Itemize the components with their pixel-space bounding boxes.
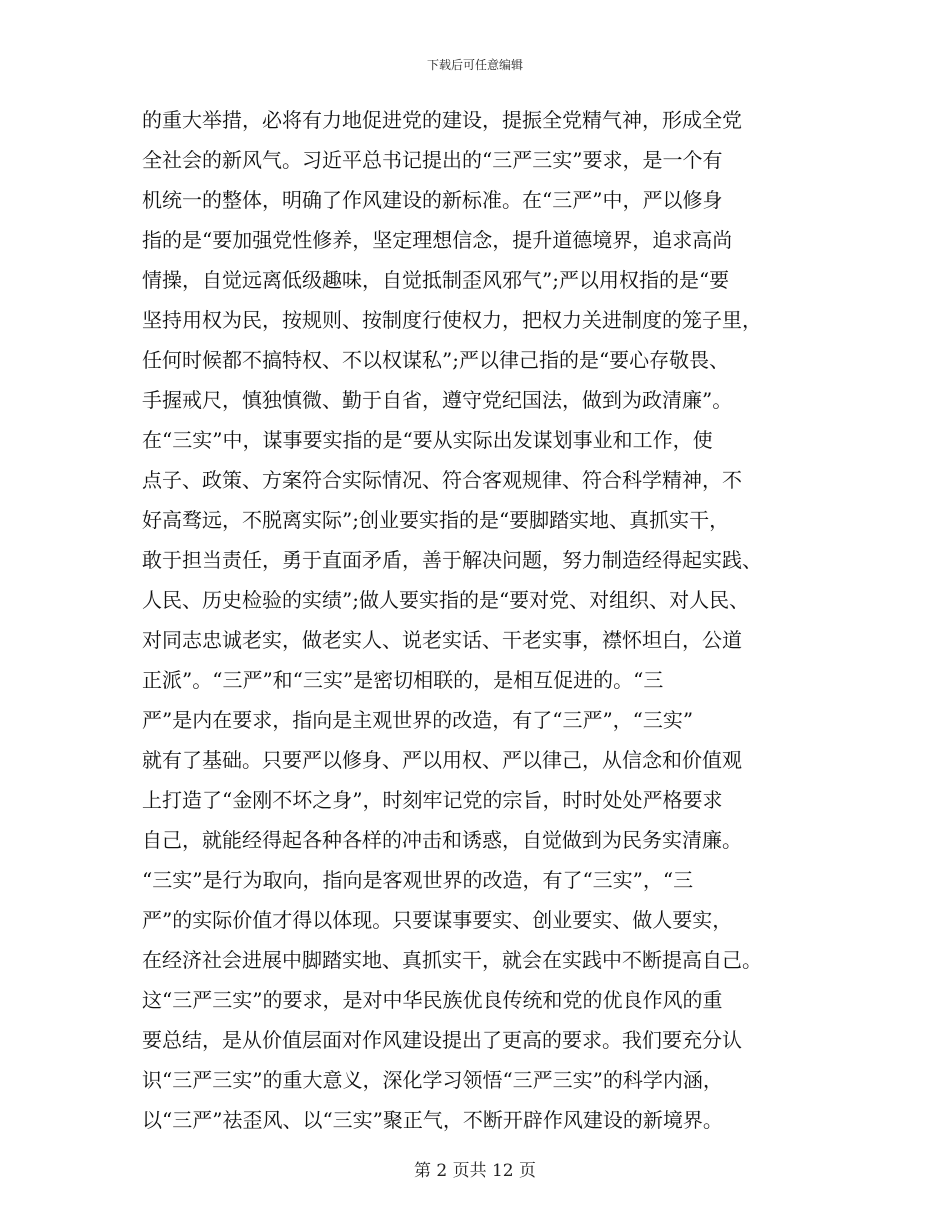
- page-footer: 第 2 页共 12 页: [413, 1161, 537, 1181]
- text-line: 坚持用权为民，按规则、按制度行使权力，把权力关进制度的笼子里，: [142, 308, 762, 332]
- text-line: 上打造了“金刚不坏之身”，时刻牢记党的宗旨，时时处处严格要求: [142, 788, 723, 812]
- text-line: 情操，自觉远离低级趣味，自觉抵制歪风邪气”;严以用权指的是“要: [142, 268, 730, 292]
- text-line: 在经济社会进展中脚踏实地、真抓实干，就会在实践中不断提高自己。: [142, 948, 762, 972]
- page-header: 下载后可任意编辑: [426, 58, 523, 72]
- body-text: [142, 100, 822, 1140]
- text-line: 严”的实际价值才得以体现。只要谋事要实、创业要实、做人要实，: [142, 908, 733, 932]
- text-line: 严”是内在要求，指向是主观世界的改造，有了“三严”，“三实”: [142, 708, 694, 732]
- text-line: 手握戒尺，慎独慎微、勤于自省，遵守党纪国法，做到为政清廉”。: [142, 388, 733, 412]
- text-line: 机统一的整体，明确了作风建设的新标准。在“三严”中，严以修身: [142, 188, 723, 212]
- text-line: 以“三严”祛歪风、以“三实”聚正气，不断开辟作风建设的新境界。: [142, 1108, 723, 1132]
- text-line: 指的是“要加强党性修养，坚定理想信念，提升道德境界，追求高尚: [142, 228, 733, 252]
- text-line: 对同志忠诚老实，做老实人、说老实话、干老实事，襟怀坦白，公道: [142, 628, 742, 652]
- text-line: 在“三实”中，谋事要实指的是“要从实际出发谋划事业和工作，使: [142, 428, 713, 452]
- text-line: 人民、历史检验的实绩”;做人要实指的是“要对党、对组织、对人民、: [142, 588, 750, 612]
- text-line: 全社会的新风气。习近平总书记提出的“三严三实”要求，是一个有: [142, 148, 723, 172]
- text-line: 这“三严三实”的要求，是对中华民族优良传统和党的优良作风的重: [142, 988, 723, 1012]
- text-line: 好高骛远，不脱离实际”;创业要实指的是“要脚踏实地、真抓实干，: [142, 508, 730, 532]
- text-line: 自己，就能经得起各种各样的冲击和诱惑，自觉做到为民务实清廉。: [142, 828, 742, 852]
- text-line: 敢于担当责任，勇于直面矛盾，善于解决问题，努力制造经得起实践、: [142, 548, 762, 572]
- text-line: “三实”是行为取向，指向是客观世界的改造，有了“三实”，“三: [142, 868, 694, 892]
- text-line: 正派”。“三严”和“三实”是密切相联的，是相互促进的。“三: [142, 668, 664, 692]
- text-line: 点子、政策、方案符合实际情况、符合客观规律、符合科学精神，不: [142, 468, 742, 492]
- text-line: 要总结，是从价值层面对作风建设提出了更高的要求。我们要充分认: [142, 1028, 742, 1052]
- text-line: 识“三严三实”的重大意义，深化学习领悟“三严三实”的科学内涵，: [142, 1068, 723, 1092]
- text-line: 任何时候都不搞特权、不以权谋私”;严以律己指的是“要心存敬畏、: [142, 348, 730, 372]
- text-line: 的重大举措，必将有力地促进党的建设，提振全党精气神，形成全党: [142, 108, 742, 132]
- text-line: 就有了基础。只要严以修身、严以用权、严以律己，从信念和价值观: [142, 748, 742, 772]
